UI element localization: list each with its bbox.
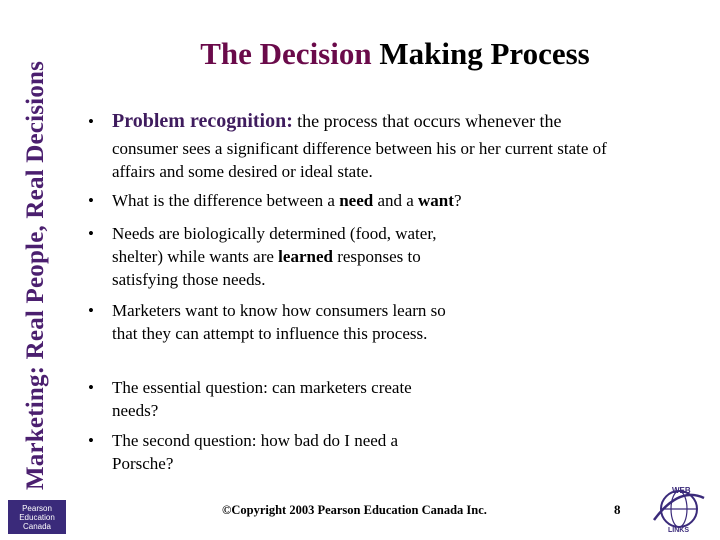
bullet-text: The essential question: can marketers create needs?: [112, 378, 412, 420]
text-segment: Needs are biologically determined (food, water, shelter) while wants are: [112, 224, 437, 266]
title-part-2: Making Process: [379, 36, 590, 71]
links-text: LINKS: [668, 527, 689, 534]
page-number: 8: [614, 502, 621, 517]
bullet-essential-question: [88, 376, 458, 422]
logo-line: Canada: [22, 522, 52, 531]
bullet-dot: •: [88, 301, 94, 320]
web-links-icon[interactable]: [650, 480, 708, 538]
title-part-1: The Decision: [200, 36, 372, 71]
bullet-dot: •: [88, 431, 94, 450]
emphasis-need: need: [339, 191, 374, 210]
bullet-dot: •: [88, 378, 94, 397]
copyright-footer: ©Copyright 2003 Pearson Education Canada Inc.: [222, 503, 487, 517]
logo-line: Pearson: [22, 504, 52, 513]
bullet-dot: •: [88, 112, 94, 131]
logo-line: Education: [19, 513, 55, 522]
emphasis-learned: learned: [278, 247, 333, 266]
bullet-text: Marketers want to know how consumers learn so that they can attempt to influence this process.: [112, 301, 446, 343]
text-segment: and a: [373, 191, 419, 210]
pearson-logo: [8, 500, 66, 534]
bullet-continuation: consumer sees a significant difference between his or her current state of affairs and some desired or ideal state.: [112, 139, 607, 181]
bullet-needs-biological: [88, 222, 458, 291]
bullet-dot: •: [88, 224, 94, 243]
bullet-dot: •: [88, 191, 94, 210]
bullet-lead: Problem recognition:: [112, 110, 293, 132]
side-title: Marketing: Real People, Real Decisions: [22, 60, 49, 490]
web-text: WEB: [672, 486, 691, 495]
bullet-text: The second question: how bad do I need a Porsche?: [112, 431, 399, 473]
bullet-need-vs-want: [88, 189, 461, 212]
bullet-marketers-learn: [88, 299, 458, 345]
text-segment: What is the difference between a: [112, 191, 340, 210]
bullet-problem-recognition: [88, 110, 562, 133]
bullet-second-question: [88, 429, 458, 475]
text-segment: responses to satisfying those needs.: [112, 247, 421, 289]
slide-title: [105, 36, 685, 72]
bullet-text: the process that occurs whenever the: [297, 111, 562, 131]
emphasis-want: want: [418, 191, 454, 210]
text-segment: ?: [453, 191, 462, 210]
